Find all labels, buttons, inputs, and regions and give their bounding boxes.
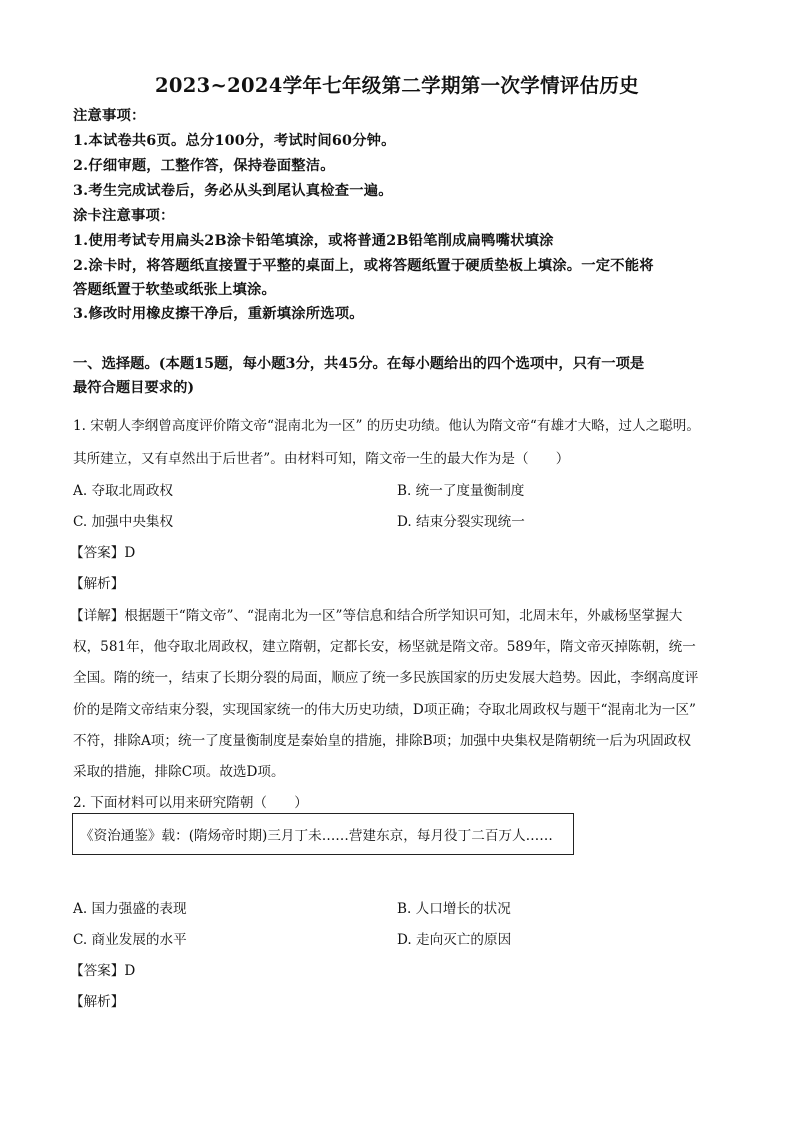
q1-option-d: D. 结束分裂实现统一	[397, 514, 525, 530]
card-note-item: 3.修改时用橡皮擦干净后，重新填涂所选项。	[73, 306, 364, 322]
notes-header: 注意事项：	[73, 108, 146, 124]
q1-stem: 1. 宋朝人李纲曾高度评价隋文帝“混南北为一区” 的历史功绩。他认为隋文帝“有雄才大略，过人之聪明。	[73, 418, 700, 434]
q2-material-box	[72, 813, 574, 855]
note-item: 3.考生完成试卷后，务必从头到尾认真检查一遍。	[73, 183, 393, 199]
q1-detail-line: 不符，排除A项；统一了度量衡制度是秦始皇的措施，排除B项；加强中央集权是隋朝统一后为巩固政权	[73, 733, 691, 749]
q1-analysis-label: 【解析】	[70, 576, 125, 592]
q1-stem-cont: 其所建立，又有卓然出于后世者”。由材料可知，隋文帝一生的最大作为是（ ）	[73, 451, 570, 467]
q1-detail-line: 全国。隋的统一，结束了长期分裂的局面，顺应了统一多民族国家的历史发展大趋势。因此，李纲高度评	[73, 670, 699, 686]
q1-detail: 【详解】根据题干“隋文帝”、“混南北为一区”等信息和结合所学知识可知，北周末年，外戚杨坚掌握大	[70, 608, 683, 624]
note-item: 2.仔细审题，工整作答，保持卷面整洁。	[73, 158, 335, 174]
q2-option-d: D. 走向灭亡的原因	[397, 932, 512, 948]
q1-detail-line: 权，581年，他夺取北周政权，建立隋朝，定都长安，杨坚就是隋文帝。589年，隋文帝灭掉陈朝，统一	[73, 639, 696, 655]
q1-detail-line: 价的是隋文帝结束分裂，实现国家统一的伟大历史功绩，D项正确；夺取北周政权与题干“混南北为一区”	[73, 702, 696, 718]
q2-option-c: C. 商业发展的水平	[73, 932, 187, 948]
card-notes-header: 涂卡注意事项：	[73, 208, 175, 224]
q2-answer: 【答案】D	[70, 963, 136, 979]
q2-stem: 2. 下面材料可以用来研究隋朝（ ）	[73, 795, 308, 811]
q1-option-c: C. 加强中央集权	[73, 514, 174, 530]
section-heading-cont: 最符合题目要求的)	[73, 380, 195, 396]
note-item: 1.本试卷共6页。总分100分，考试时间60分钟。	[73, 133, 396, 149]
q2-material-text: 《资治通鉴》载：(隋炀帝时期)三月丁未……营建东京，每月役丁二百万人……	[80, 828, 553, 844]
q1-option-b: B. 统一了度量衡制度	[397, 483, 525, 499]
q1-detail-line: 采取的措施，排除C项。故选D项。	[73, 764, 285, 780]
q1-option-a: A. 夺取北周政权	[73, 483, 174, 499]
page-title: 2023~2024学年七年级第二学期第一次学情评估历史	[155, 74, 639, 97]
section-heading: 一、选择题。(本题15题，每小题3分，共45分。在每小题给出的四个选项中，只有一项是	[73, 356, 645, 372]
card-note-item: 答题纸置于软垫或纸张上填涂。	[73, 282, 276, 298]
q2-analysis-label: 【解析】	[70, 994, 125, 1010]
q1-answer: 【答案】D	[70, 545, 136, 561]
q2-option-b: B. 人口增长的状况	[397, 901, 511, 917]
card-note-item: 1.使用考试专用扁头2B涂卡铅笔填涂，或将普通2B铅笔削成扁鸭嘴状填涂	[73, 233, 554, 249]
card-note-item: 2.涂卡时，将答题纸直接置于平整的桌面上，或将答题纸置于硬质垫板上填涂。一定不能将	[73, 258, 654, 274]
q2-option-a: A. 国力强盛的表现	[73, 901, 187, 917]
